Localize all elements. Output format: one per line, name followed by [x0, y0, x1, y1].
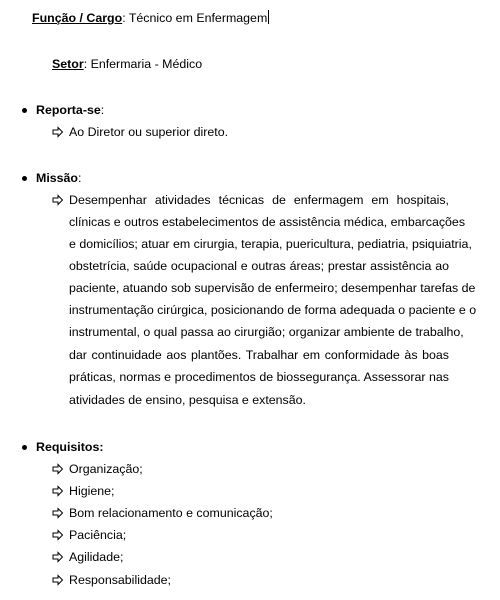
missao-heading	[36, 170, 81, 186]
reporta-heading	[36, 102, 104, 118]
requisito-item: Agilidade;	[69, 550, 124, 564]
hollow-right-arrow-icon	[52, 463, 64, 475]
sector-line	[52, 56, 202, 72]
requisito-item: Higiene;	[69, 484, 115, 498]
requisitos-title: Requisitos:	[36, 440, 104, 454]
missao-line: atividades de ensino, pesquisa e extensão.	[69, 393, 306, 407]
hollow-right-arrow-icon	[52, 574, 64, 586]
bullet-dot-icon	[22, 445, 27, 450]
reporta-item: Ao Diretor ou superior direto.	[69, 125, 229, 139]
missao-line: Desempenhar atividades técnicas de enfermagem em hospitais,	[69, 193, 449, 207]
missao-line: práticas, normas e procedimentos de biossegurança. Assessorar nas	[69, 370, 449, 384]
missao-line: dar continuidade aos plantões. Trabalhar em conformidade às boas	[69, 348, 449, 362]
missao-line: paciente, atuando sob supervisão de enfermeiro; desempenhar tarefas de	[69, 281, 476, 295]
requisito-item: Paciência;	[69, 528, 127, 542]
bullet-dot-icon	[22, 108, 27, 113]
hollow-right-arrow-icon	[52, 126, 64, 138]
reporta-colon: :	[100, 103, 105, 117]
job-title-label: Função / Cargo	[32, 11, 123, 25]
missao-line: instrumental, o qual passa ao cirurgião; organizar ambiente de trabalho,	[69, 325, 464, 339]
missao-line: instrumentação cirúrgica, posicionando de forma adequada o paciente e o	[69, 303, 477, 317]
job-title-value: : Técnico em Enfermagem	[122, 11, 268, 25]
missao-colon: :	[78, 171, 82, 185]
missao-line: e domicílios; atuar em cirurgia, terapia, puericultura, pediatria, psiquiatria,	[69, 237, 472, 251]
sector-label: Setor	[52, 57, 84, 71]
missao-line: clínicas e outros estabelecimentos de assistência médica, embarcações	[69, 215, 466, 229]
requisito-item: Organização;	[69, 462, 143, 476]
hollow-right-arrow-icon	[52, 529, 64, 541]
hollow-right-arrow-icon	[52, 551, 64, 563]
sector-value: : Enfermaria - Médico	[83, 57, 203, 71]
requisito-item: Bom relacionamento e comunicação;	[69, 506, 273, 520]
missao-line: obstetrícia, saúde ocupacional e outras áreas; prestar assistência ao	[69, 259, 449, 273]
hollow-right-arrow-icon	[52, 507, 64, 519]
text-cursor	[268, 10, 269, 24]
hollow-right-arrow-icon	[52, 485, 64, 497]
job-title-line	[32, 10, 269, 26]
requisito-item: Responsabilidade;	[69, 573, 171, 587]
hollow-right-arrow-icon	[52, 194, 64, 206]
missao-title: Missão	[36, 171, 79, 185]
reporta-title: Reporta-se	[36, 103, 101, 117]
bullet-dot-icon	[22, 176, 27, 181]
